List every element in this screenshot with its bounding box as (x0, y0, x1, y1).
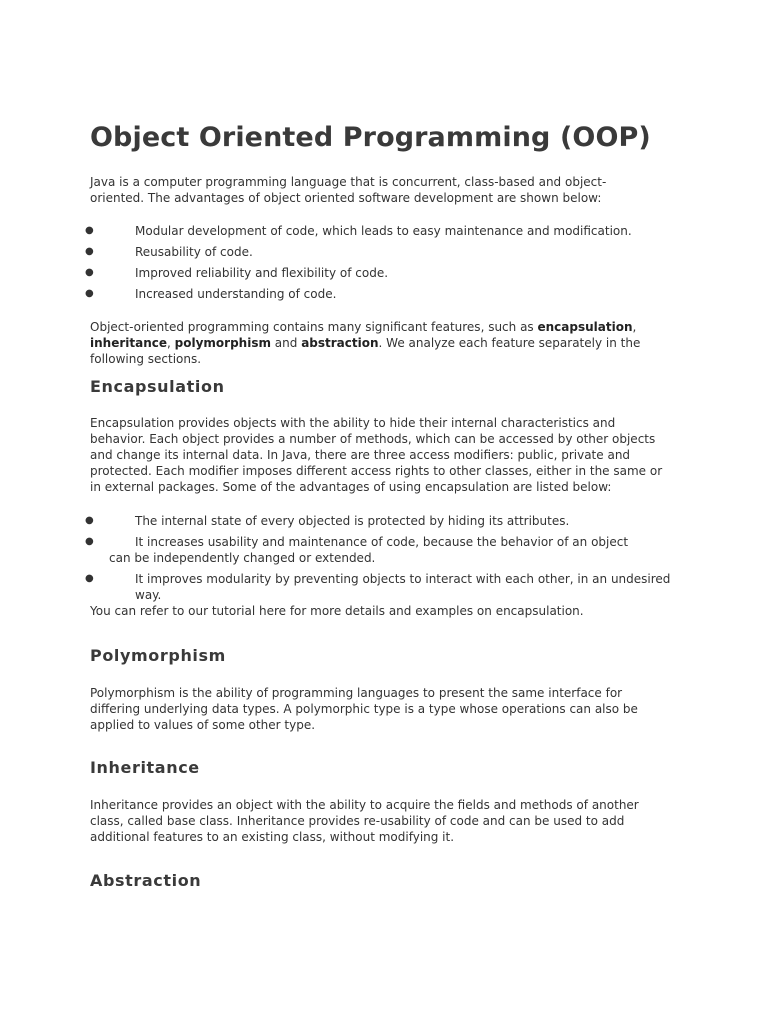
section-heading-polymorphism: Polymorphism (90, 646, 226, 665)
advantages-list (0, 223, 700, 307)
features-text: . We analyze each feature separately in the following sections. (90, 336, 641, 366)
list-item-text: Improved reliability and flexibility of code. (135, 266, 389, 280)
bullet-icon: ● (85, 267, 94, 278)
bullet-icon: ● (85, 515, 94, 526)
bullet-icon: ● (85, 225, 94, 236)
intro-paragraph: Java is a computer programming language that is concurrent, class-based and object-oriented. The advantages of object oriented software development are shown below: (90, 175, 607, 205)
list-item (0, 286, 700, 302)
feature-inheritance: inheritance (90, 336, 167, 350)
section-heading-encapsulation: Encapsulation (90, 377, 225, 396)
list-item-text: It improves modularity by preventing objects to interact with each other, in an undesired way. (135, 572, 671, 602)
features-paragraph (90, 319, 680, 367)
list-item (0, 244, 700, 260)
feature-encapsulation: encapsulation (537, 320, 633, 334)
list-item-text: The internal state of every objected is protected by hiding its attributes. (135, 514, 570, 528)
encapsulation-refer-paragraph: You can refer to our tutorial here for more details and examples on encapsulation. (90, 604, 584, 618)
bullet-icon: ● (85, 573, 94, 584)
encapsulation-list (0, 513, 700, 608)
list-item-text: Increased understanding of code. (135, 287, 337, 301)
section-heading-abstraction: Abstraction (90, 871, 202, 890)
list-item-text: It increases usability and maintenance of code, because the behavior of an object can be independently changed or extended. (109, 535, 629, 565)
features-text: and (270, 336, 302, 350)
inheritance-paragraph: Inheritance provides an object with the ability to acquire the fields and methods of another class, called base class. Inheritance provides re-usability of code and can be used to add additional features to an existing class, without modifying it. (90, 798, 639, 844)
list-item (0, 571, 700, 603)
features-text: , (167, 336, 175, 350)
list-item (0, 513, 700, 529)
section-heading-inheritance: Inheritance (90, 758, 200, 777)
list-item-text: Modular development of code, which leads to easy maintenance and modification. (135, 224, 632, 238)
list-item (0, 223, 700, 239)
feature-polymorphism: polymorphism (174, 336, 271, 350)
page-title: Object Oriented Programming (OOP) (90, 122, 651, 153)
features-text: , (632, 320, 637, 334)
list-item (0, 265, 700, 281)
encapsulation-paragraph: Encapsulation provides objects with the ability to hide their internal characteristics and behavior. Each object provides a number of methods, which can be accessed by other objects and change its internal data. In Java, there are three access modifiers: public, private and protected. Each modifier imposes different access rights to other classes, either in the same or in external packages. Some of the advantages of using encapsulation are listed below: (90, 416, 663, 494)
features-text: Object-oriented programming contains many significant features, such as (90, 320, 538, 334)
bullet-icon: ● (85, 536, 94, 547)
polymorphism-paragraph: Polymorphism is the ability of programming languages to present the same interface for differing underlying data types. A polymorphic type is a type whose operations can also be applied to values of some other type. (90, 686, 638, 732)
list-item (0, 534, 700, 566)
feature-abstraction: abstraction (301, 336, 379, 350)
bullet-icon: ● (85, 288, 94, 299)
bullet-icon: ● (85, 246, 94, 257)
list-item-text: Reusability of code. (135, 245, 253, 259)
